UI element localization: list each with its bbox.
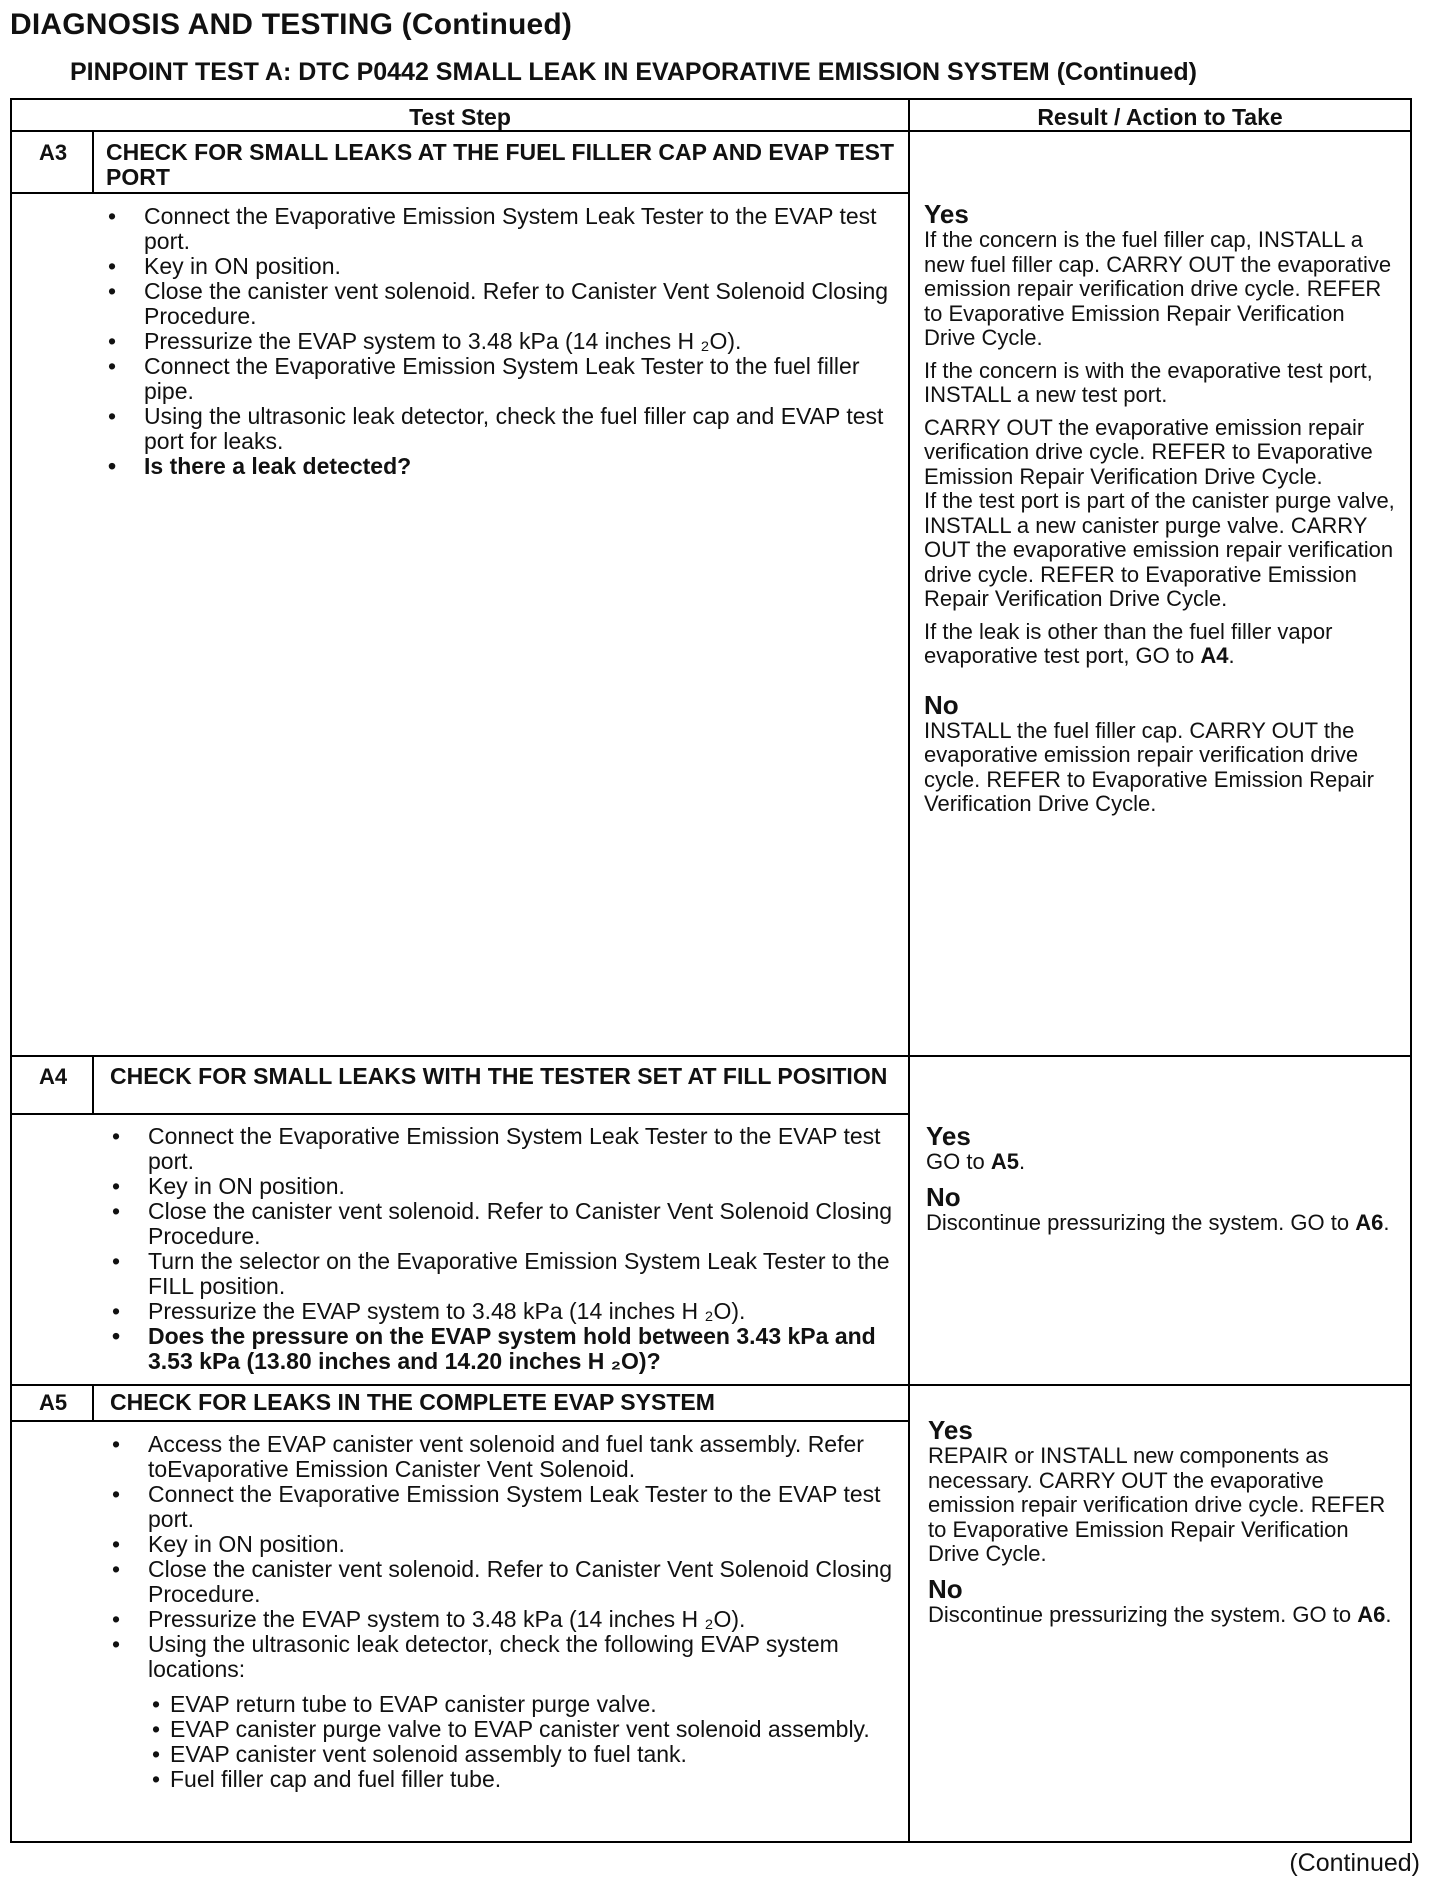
- test-table: [10, 98, 1412, 1843]
- result-paragraph: Discontinue pressurizing the system. GO to A6.: [926, 1209, 1390, 1235]
- step-id-divider: [92, 1055, 94, 1113]
- result-paragraph: If the test port is part of the canister purge valve, INSTALL a new canister purge valve. CARRY OUT the evaporative emission repair verification drive cycle. REFER to Evaporative Emission Repair Verification Drive Cycle.: [924, 488, 1395, 611]
- step-title: CHECK FOR SMALL LEAKS AT THE FUEL FILLER CAP AND EVAP TEST PORT: [106, 139, 894, 190]
- result-paragraph: INSTALL the fuel filler cap. CARRY OUT the evaporative emission repair verification drive cycle. REFER to Evaporative Emission Repair Verification Drive Cycle.: [924, 717, 1374, 816]
- result-text: Discontinue pressurizing the system. GO to: [926, 1209, 1350, 1235]
- step-reference: A6: [1357, 1601, 1386, 1627]
- step-reference: A5: [990, 1149, 1019, 1174]
- location-item: • Fuel filler cap and fuel filler tube.: [148, 1767, 896, 1792]
- location-item: • EVAP return tube to EVAP canister purge valve.: [148, 1692, 896, 1717]
- step-divider: [12, 1384, 1410, 1386]
- instruction-item: • Key in ON position.: [106, 1532, 896, 1557]
- instruction-item: • Close the canister vent solenoid. Refer to Canister Vent Solenoid Closing Procedure.: [102, 279, 892, 329]
- instruction-item: • Turn the selector on the Evaporative Emission System Leak Tester to the FILL position.: [106, 1249, 896, 1299]
- instruction-item: • Close the canister vent solenoid. Refer to Canister Vent Solenoid Closing Procedure.: [106, 1199, 896, 1249]
- step-result: [928, 1416, 1402, 1635]
- step-instructions: [106, 1124, 896, 1374]
- step-id: A5: [38, 1390, 68, 1415]
- step-instructions: [102, 204, 892, 479]
- step-title: CHECK FOR SMALL LEAKS WITH THE TESTER SET AT FILL POSITION: [110, 1063, 888, 1089]
- step-question: • Does the pressure on the EVAP system hold between 3.43 kPa and 3.53 kPa (13.80 inches and 14.20 inches H ₂O)?: [106, 1324, 896, 1374]
- step-result: [926, 1122, 1402, 1243]
- column-header-result: Result / Action to Take: [1037, 104, 1283, 130]
- instruction-item: • Connect the Evaporative Emission System Leak Tester to the EVAP test port.: [106, 1482, 896, 1532]
- yes-label: Yes: [926, 1121, 971, 1151]
- instruction-item: • Connect the Evaporative Emission System Leak Tester to the EVAP test port.: [106, 1124, 896, 1174]
- result-paragraph: GO to A5.: [926, 1149, 1026, 1174]
- step-instructions: [106, 1432, 896, 1792]
- step-id-divider: [92, 1384, 94, 1420]
- instruction-item: • Pressurize the EVAP system to 3.48 kPa (14 inches H ₂O).: [102, 329, 892, 354]
- step-title: CHECK FOR LEAKS IN THE COMPLETE EVAP SYSTEM: [110, 1389, 715, 1415]
- step-title-divider: [12, 1113, 908, 1115]
- instruction-item: • Pressurize the EVAP system to 3.48 kPa (14 inches H ₂O).: [106, 1607, 896, 1632]
- result-paragraph: REPAIR or INSTALL new components as necessary. CARRY OUT the evaporative emission repair verification drive cycle. REFER to Evaporative Emission Repair Verification Drive Cycle.: [928, 1443, 1386, 1566]
- instruction-text: Using the ultrasonic leak detector, check the following EVAP system locations:: [148, 1631, 839, 1682]
- result-paragraph: CARRY OUT the evaporative emission repair verification drive cycle. REFER to Evaporative Emission Repair Verification Drive Cycle.: [924, 414, 1373, 489]
- instruction-item: • Pressurize the EVAP system to 3.48 kPa (14 inches H ₂O).: [106, 1299, 896, 1324]
- step-question: • Is there a leak detected?: [102, 454, 892, 479]
- instruction-item: • Using the ultrasonic leak detector, check the fuel filler cap and EVAP test port for leaks.: [102, 404, 892, 454]
- result-paragraph: If the concern is the fuel filler cap, INSTALL a new fuel filler cap. CARRY OUT the evaporative emission repair verification drive cycle. REFER to Evaporative Emission Repair Verification Drive Cycle.: [924, 227, 1392, 350]
- no-label: No: [924, 689, 959, 720]
- instruction-item: [106, 1632, 896, 1792]
- yes-label: Yes: [928, 1415, 973, 1445]
- step-result: [924, 200, 1402, 825]
- instruction-item: • Connect the Evaporative Emission System Leak Tester to the fuel filler pipe.: [102, 354, 892, 404]
- no-label: No: [926, 1181, 961, 1212]
- instruction-item: • Connect the Evaporative Emission System Leak Tester to the EVAP test port.: [102, 204, 892, 254]
- page-title: DIAGNOSIS AND TESTING (Continued): [10, 8, 573, 41]
- step-id-divider: [92, 130, 94, 192]
- result-paragraph: Discontinue pressurizing the system. GO to A6.: [928, 1601, 1392, 1627]
- location-item: • EVAP canister vent solenoid assembly to fuel tank.: [148, 1742, 896, 1767]
- location-item: • EVAP canister purge valve to EVAP canister vent solenoid assembly.: [148, 1717, 896, 1742]
- step-title-divider: [12, 192, 908, 194]
- instruction-item: • Access the EVAP canister vent solenoid and fuel tank assembly. Refer toEvaporative Emission Canister Vent Solenoid.: [106, 1432, 896, 1482]
- instruction-item: • Key in ON position.: [106, 1174, 896, 1199]
- step-reference: A6: [1355, 1209, 1384, 1235]
- step-title-divider: [12, 1420, 908, 1422]
- result-text: GO to: [926, 1149, 985, 1174]
- step-divider: [12, 1055, 1410, 1057]
- no-label: No: [928, 1573, 963, 1604]
- result-paragraph: If the leak is other than the fuel filler vapor evaporative test port, GO to A4.: [924, 618, 1333, 668]
- step-id: A4: [38, 1064, 68, 1089]
- column-header-test-step: Test Step: [409, 104, 511, 130]
- pinpoint-test-title: PINPOINT TEST A: DTC P0442 SMALL LEAK IN EVAPORATIVE EMISSION SYSTEM (Continued): [70, 58, 1197, 86]
- instruction-item: • Key in ON position.: [102, 254, 892, 279]
- result-text: If the leak is other than the fuel filler vapor evaporative test port, GO to: [924, 618, 1333, 668]
- step-id: A3: [38, 140, 68, 165]
- location-list: [148, 1692, 896, 1792]
- result-text: Discontinue pressurizing the system. GO to: [928, 1601, 1352, 1627]
- column-divider: [908, 100, 910, 1841]
- continued-note: (Continued): [1289, 1849, 1420, 1877]
- yes-label: Yes: [924, 199, 969, 229]
- instruction-item: • Close the canister vent solenoid. Refer to Canister Vent Solenoid Closing Procedure.: [106, 1557, 896, 1607]
- step-reference: A4: [1200, 643, 1229, 668]
- result-paragraph: If the concern is with the evaporative test port, INSTALL a new test port.: [924, 357, 1373, 407]
